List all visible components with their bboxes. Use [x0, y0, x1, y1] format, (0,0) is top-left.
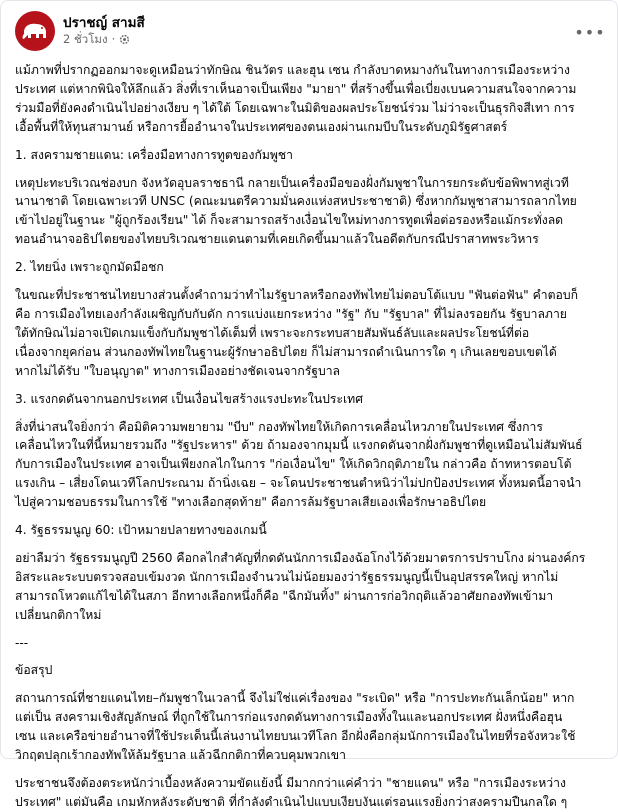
summary-paragraph-2: ประชาชนจึงต้องตระหนักว่าเบื้องหลังความขัดแย้งนี้ มีมากกว่าแค่คำว่า "ชายแดน" หรือ "การเมืองระหว่าง ประเทศ" แต่มันคือ เกมหักหลังระดับชาติ ที่กำลังดำเนินไปแบบเงียบงันแต่รอนแรงยิ่งกว่าสงครามปืนกลใด ๆ — [15, 776, 568, 809]
section-heading-4: 4. รัฐธรรมนูญ 60: เป้าหมายปลายทางของเกมนี้ — [15, 523, 267, 538]
section-paragraph-3: สิ่งที่น่าสนใจยิ่งกว่า คือมิติความพยายาม "บีบ" กองทัพไทยให้เกิดการเคลื่อนไหวภายในประเทศ ซึ่งการ เคลื่อนไหวในที่นี้หมายรวมถึง "รัฐประหาร" ด้วย ถ้ามองจากมุมนี้ แรงกดดันจากฝั่งกัมพูชาที่ดูเหมือนไม่สัมพันธ์ กับการเมืองในประเทศ อาจเป็นเพียงกลไกในการ "ก่อเงื่อนไข" ให้เกิดวิกฤติภายใน กล่าวคือ ถ้าทหารตอบโต้ แรงเกิน – เสี่ยงโดนเวทีโลกประณาม ถ้านิ่งเฉย – จะโดนประชาชนตำหนิว่าไม่ปกป้องประเทศ ทั้งหมดนี้อาจนำ ไปสู่ความชอบธรรมในการใช้ "ทางเลือกสุดท้าย" คือการล้มรัฐบาลเสียเองเพื่อรักษาอธิปไตย — [15, 419, 583, 510]
post-body — [1, 57, 617, 812]
separator-line: --- — [15, 635, 29, 650]
post-timestamp[interactable]: 2 ชั่วโมง — [63, 32, 108, 47]
white-elephant-logo-icon — [20, 20, 50, 42]
author-name[interactable]: ปราชญ์ สามสี — [63, 15, 145, 32]
section-paragraph-1: เหตุปะทะบริเวณช่องบก จังหวัดอุบลราชธานี กลายเป็นเครื่องมือของฝั่งกัมพูชาในการยกระดับข้อพิพาทสู่เวที นานาชาติ โดยเฉพาะเวที UNSC (คณะมนตรีความมั่นคงแห่งสหประชาชาติ) ซึ่งหากกัมพูชาสามารถลากไทย เข้าไปอยู่ในฐานะ "ผู้ถูกร้องเรียน" ได้ ก็จะสามารถสร้างเงื่อนไขใหม่ทางการทูตเพื่อต่อรองหรือแม้กระทั่งลด ทอนอำนาจอธิปไตยของไทยบริเวณชายแดนตามที่เคยเกิดขึ้นมาแล้วในอดีตกับกรณีปราสาทพระวิหาร — [15, 175, 577, 247]
section-paragraph-4: อย่าลืมว่า รัฐธรรมนูญปี 2560 คือกลไกสำคัญที่กดดันนักการเมืองฉ้อโกงไว้ด้วยมาตรการปราบโกง ผ่านองค์กร อิสระและระบบตรวจสอบเข้มงวด นักการเมืองจำนวนไม่น้อยมองว่ารัฐธรรมนูญนี้เป็นอุปสรรคใหญ่ หากไม่ สามารถโหวตแก้ไขได้ในสภา อีกทางเลือกหนึ่งก็คือ "ฉีกมันทิ้ง" ผ่านการก่อวิกฤติแล้วอาศัยกองทัพเข้ามา เปลี่ยนกติกาใหม่ — [15, 550, 586, 622]
more-options-icon[interactable]: ••• — [574, 22, 606, 42]
section-heading-2: 2. ไทยนิ่ง เพราะถูกมัดมือชก — [15, 260, 164, 275]
summary-heading: ข้อสรุป — [15, 663, 53, 678]
section-heading-3: 3. แรงกดดันจากนอกประเทศ เป็นเงื่อนไขสร้างแรงปะทะในประเทศ — [15, 391, 363, 406]
post-header — [1, 1, 617, 57]
post-intro: แม้ภาพที่ปรากฏออกมาจะดูเหมือนว่าทักษิณ ชินวัตร และฮุน เซน กำลังบาดหมางกันในทางการเมืองระหว่าง ประเทศ แต่หากพินิจให้ลึกแล้ว สิ่งที่เราเห็นอาจเป็นเพียง "มายา" ที่สร้างขึ้นเพื่อเบี่ยงเบนความสนใจจากความ ร่วมมือที่ยังคงดำเนินไปอย่างเงียบ ๆ ได้ใต้ โดยเฉพาะในมิติของผลประโยชน์ร่วม ไม่ว่าจะเป็นธุรกิจสีเทา การ เอื้อพื้นที่ให้ทุนสามานย์ หรือการยื้ออำนาจในประเทศของตนเองผ่านเกมบีบในระดับภูมิรัฐศาสตร์ — [15, 63, 577, 134]
summary-paragraph-1: สถานการณ์ที่ชายแดนไทย–กัมพูชาในเวลานี้ จึงไม่ใช่แค่เรื่องของ "ระเบิด" หรือ "การปะทะกันเล็กน้อย" หาก แต่เป็น สงครามเชิงสัญลักษณ์ ที่ถูกใช้ในการก่อแรงกดดันทางการเมืองทั้งในและนอกประเทศ ฝั่งหนึ่งคือฮุน เซน และเครือข่ายอำนาจที่ใช้ประเด็นนี้เล่นงานไทยบนเวทีโลก อีกฝั่งคือกลุ่มนักการเมืองในไทยที่รอจังหวะใช้ วิกฤตปลุกเร้ากองทัพให้ล้มรัฐบาล แล้วฉีกกติกาที่ควบคุมพวกเขา — [15, 691, 576, 763]
section-heading-1: 1. สงครามชายแดน: เครื่องมือทางการทูตของกัมพูชา — [15, 147, 294, 162]
settings-gear-icon[interactable] — [119, 34, 130, 45]
section-paragraph-2: ในขณะที่ประชาชนไทยบางส่วนตั้งคำถามว่าทำไมรัฐบาลหรือกองทัพไทยไม่ตอบโต้แบบ "ฟันต่อฟัน" คำตอบก็ คือ การเมืองไทยเองกำลังเผชิญกับกับดัก การแบ่งแยกระหว่าง "รัฐ" กับ "รัฐบาล" ที่ไม่ลงรอยกัน รัฐบาลภาย ใต้ทักษิณไม่อาจเปิดเกมแข็งกับกัมพูชาได้เต็มที่ เพราะจะกระทบสายสัมพันธ์ลับและผลประโยชน์ที่ต่อ เนื่องจากยุคก่อน ส่วนกองทัพไทยในฐานะผู้รักษาอธิปไตย ก็ไม่สามารถดำเนินการใด ๆ เกินเลยขอบเขตได้ หากไม่ได้รับ "ใบอนุญาต" ทางการเมืองอย่างชัดเจนจากรัฐบาล — [15, 288, 578, 378]
avatar[interactable] — [15, 11, 55, 51]
separator-dot: · — [111, 32, 116, 47]
